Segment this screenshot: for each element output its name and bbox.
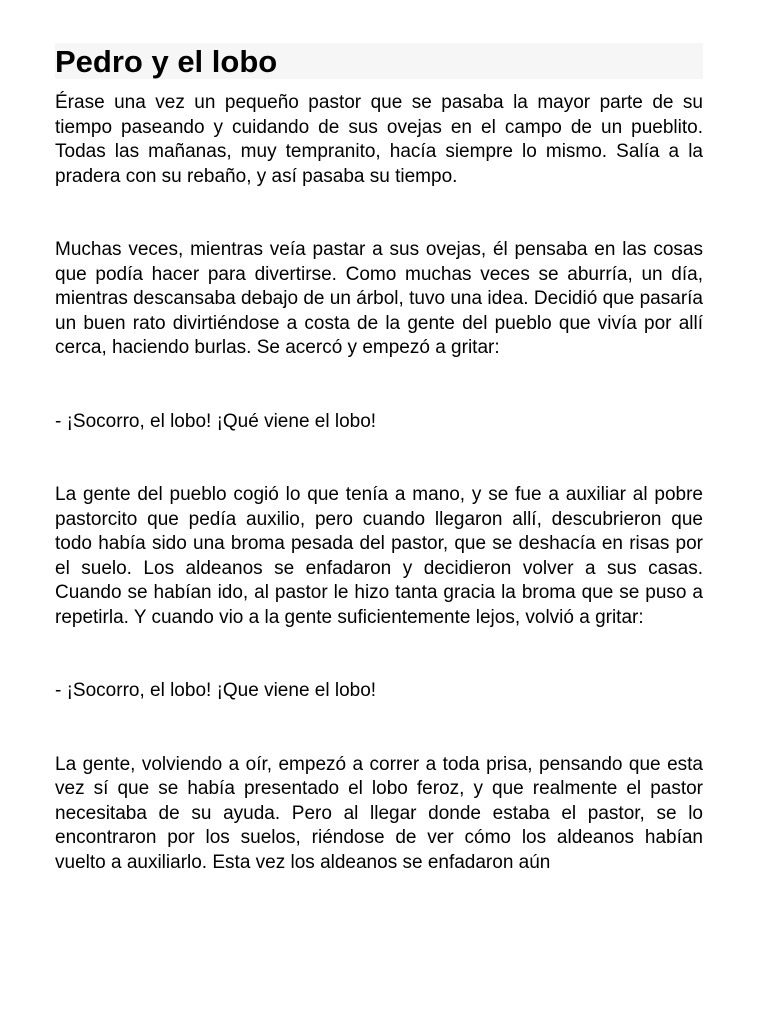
paragraph-2: Muchas veces, mientras veía pastar a sus ovejas, él pensaba en las cosas que podía hacer para divertirse. Como muchas veces se aburría, un día, mientras descansaba debajo de un árbol, tuvo una idea. Decidió que pasaría un buen rato divirtiéndose a costa de la gente del pueblo que vivía por allí cerca, haciendo burlas. Se acercó y empezó a gritar: bbox=[55, 239, 703, 358]
dialogue-line-1: - ¡Socorro, el lobo! ¡Qué viene el lobo! bbox=[55, 410, 377, 432]
paragraph-gap bbox=[55, 704, 703, 753]
paragraph-gap bbox=[55, 189, 703, 238]
document-title: Pedro y el lobo bbox=[55, 44, 278, 79]
paragraph-gap bbox=[55, 361, 703, 410]
paragraph-3: La gente del pueblo cogió lo que tenía a mano, y se fue a auxiliar al pobre pastorcito que pedía auxilio, pero cuando llegaron allí, descubrieron que todo había sido una broma pesada del pastor, que se deshacía en risas por el suelo. Los aldeanos se enfadaron y decidieron volver a sus casas. Cuando se habían ido, al pastor le hizo tanta gracia la broma que se puso a repetirla. Y cuando vio a la gente suficientemente lejos, volvió a gritar: bbox=[55, 484, 703, 628]
title-bar bbox=[55, 43, 703, 79]
document-page bbox=[55, 43, 703, 875]
dialogue-line-2: - ¡Socorro, el lobo! ¡Que viene el lobo! bbox=[55, 680, 377, 701]
paragraph-4: La gente, volviendo a oír, empezó a correr a toda prisa, pensando que esta vez sí que se había presentado el lobo feroz, y que realmente el pastor necesitaba de su ayuda. Pero al llegar donde estaba el pastor, se lo encontraron por los suelos, riéndose de ver cómo los aldeanos habían vuelto a auxiliarlo. Esta vez los aldeanos se enfadaron aún bbox=[55, 753, 703, 873]
paragraph-1: Érase una vez un pequeño pastor que se pasaba la mayor parte de su tiempo paseando y cuidando de sus ovejas en el campo de un pueblito. Todas las mañanas, muy tempranito, hacía siempre lo mismo. Salía a la pradera con su rebaño, y así pasaba su tiempo. bbox=[55, 92, 703, 187]
paragraph-gap bbox=[55, 630, 703, 679]
paragraph-gap bbox=[55, 434, 703, 483]
